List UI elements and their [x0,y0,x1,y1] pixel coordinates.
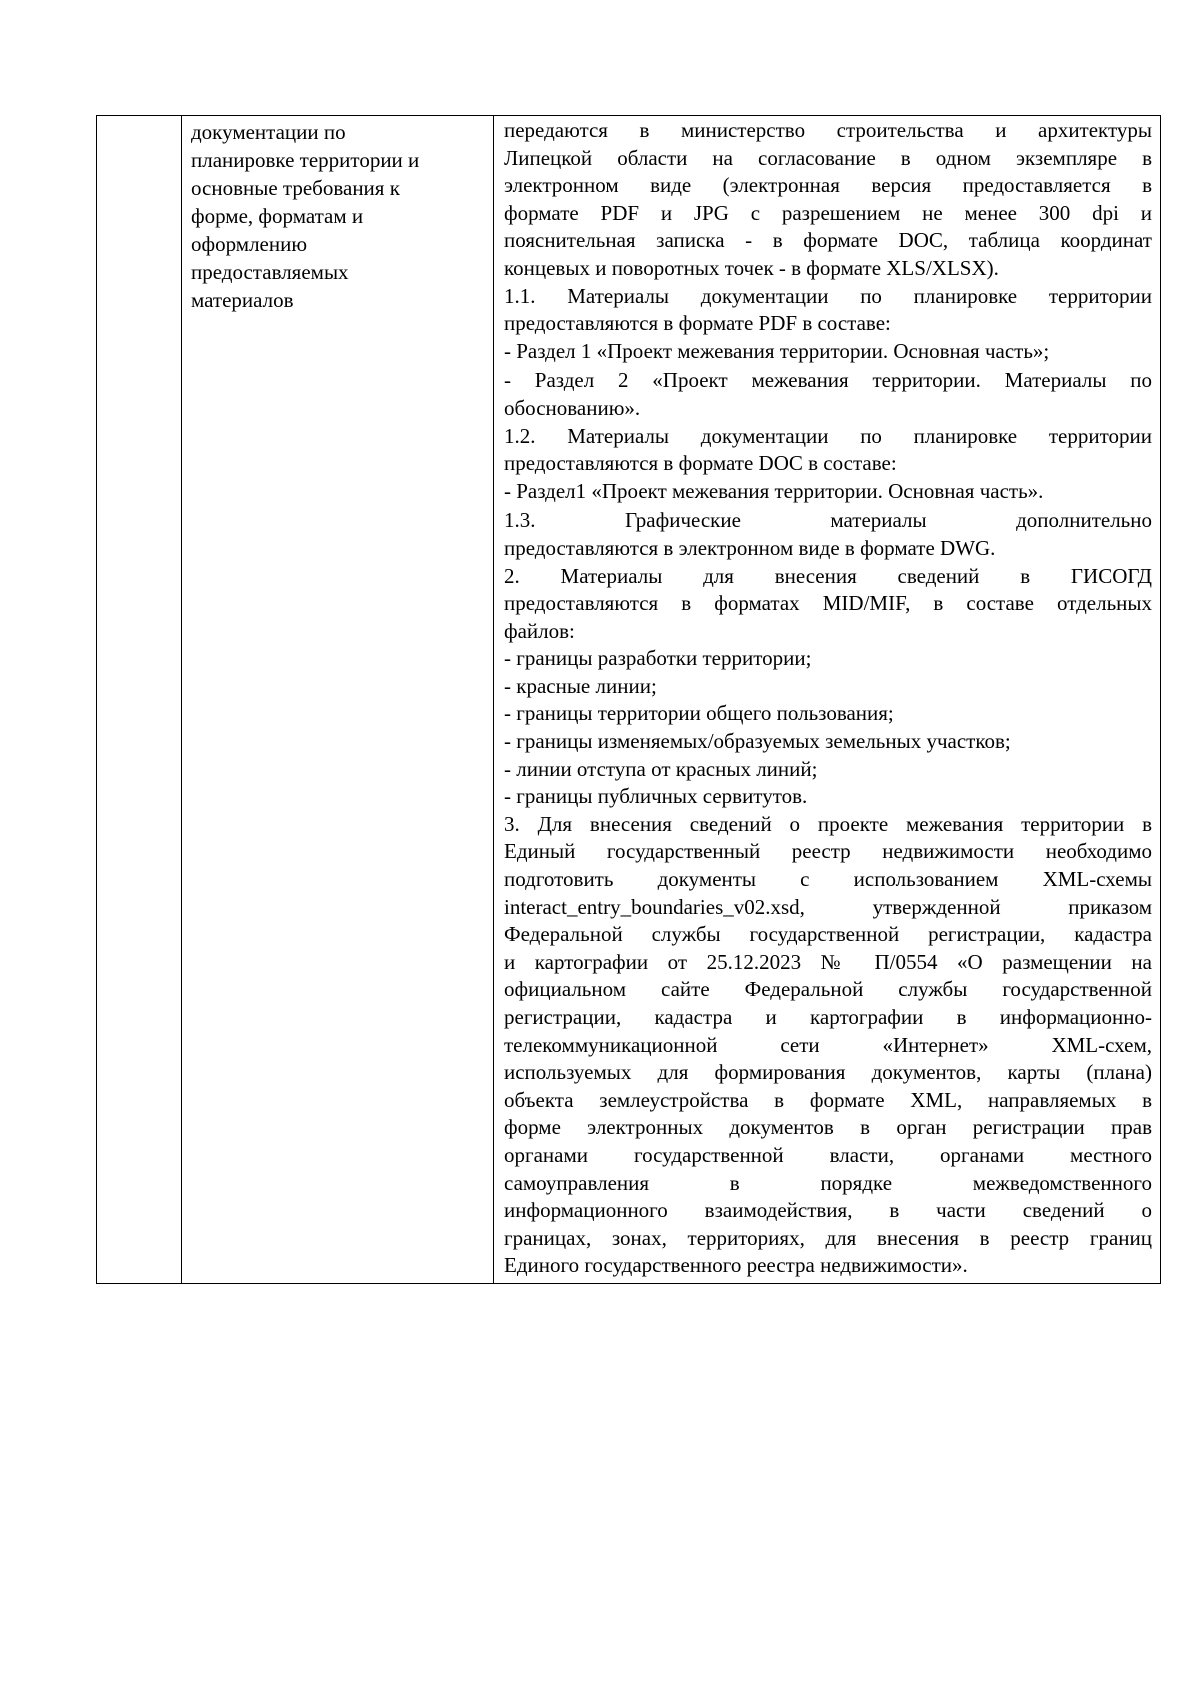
description-paragraph [504,645,1152,673]
description-paragraph [504,700,1152,728]
description-line: 1.1. Материалы документации по планировке территории [504,283,1152,308]
table-row [97,116,1161,1284]
name-line: документации по [191,120,346,144]
description-line: органами государственной власти, органами местного [504,1142,1152,1167]
requirements-table [96,115,1161,1284]
description-line: и картографии от 25.12.2023 № П/0554 «О размещении на [504,949,1152,974]
description-paragraph [504,338,1152,366]
description-line: предоставляются в электронном виде в формате DWG. [504,535,996,560]
description-line: Единый государственный реестр недвижимости необходимо [504,839,1152,864]
description-paragraph [504,756,1152,784]
description-line: концевых и поворотных точек - в формате XLS/XLSX). [504,255,999,280]
description-line: - границы разработки территории; [504,646,812,671]
name-line: основные требования к [191,176,400,200]
row-name-text [191,118,485,314]
description-line: используемых для формирования документов, карты (плана) [504,1060,1152,1085]
description-paragraph [504,811,1152,1280]
description-line: Единого государственного реестра недвижимости». [504,1253,968,1278]
row-name-cell [182,116,494,1284]
description-paragraph [504,117,1152,283]
description-line: - красные линии; [504,673,657,698]
description-paragraph [504,783,1152,811]
description-line: границах, зонах, территориях, для внесения в реестр границ [504,1225,1152,1250]
description-paragraph [504,507,1152,562]
description-line: предоставляются в форматах MID/MIF, в составе отдельных [504,591,1152,616]
row-description-cell [494,116,1161,1284]
description-line: телекоммуникационной сети «Интернет» XML-схем, [504,1032,1152,1057]
description-line: Липецкой области на согласование в одном экземпляре в [504,145,1152,170]
description-line: Федеральной службы государственной регистрации, кадастра [504,922,1152,947]
description-line: 2. Материалы для внесения сведений в ГИСОГД [504,563,1152,588]
description-line: предоставляются в формате PDF в составе: [504,311,891,336]
name-line: материалов [191,288,294,312]
description-line: регистрации, кадастра и картографии в информационно- [504,1005,1152,1029]
description-paragraph [504,283,1152,338]
description-line: - Раздел 2 «Проект межевания территории. Материалы по [504,368,1152,393]
name-line: планировке территории и [191,148,420,172]
description-line: самоуправления в порядке межведомственного [504,1170,1152,1195]
description-line: - границы изменяемых/образуемых земельных участков; [504,729,1011,754]
description-line: объекта землеустройства в формате XML, направляемых в [504,1087,1152,1112]
description-line: пояснительная записка - в формате DOC, таблица координат [504,228,1152,253]
description-line: подготовить документы с использованием XML-схемы [504,867,1152,892]
description-line: - Раздел1 «Проект межевания территории. Основная часть». [504,478,1044,503]
description-paragraph [504,423,1152,478]
description-paragraph [504,728,1152,756]
description-line: передаются в министерство строительства и архитектуры [504,118,1152,142]
description-line: предоставляются в формате DOC в составе: [504,451,897,476]
description-line: файлов: [504,618,575,643]
description-line: информационного взаимодействия, в части сведений о [504,1198,1152,1223]
description-paragraph [504,563,1152,646]
description-paragraph [504,673,1152,701]
name-line: форме, форматам и [191,204,364,228]
description-line: - границы территории общего пользования; [504,701,894,726]
description-paragraph [504,367,1152,422]
description-line: interact_entry_boundaries_v02.xsd, утвержденной приказом [504,894,1152,919]
description-line: обоснованию». [504,395,641,420]
name-line: предоставляемых [191,260,349,284]
description-line: - линии отступа от красных линий; [504,756,818,781]
row-description-text [504,117,1152,1280]
description-line: 1.3. Графические материалы дополнительно [504,508,1152,533]
name-line: оформлению [191,232,308,256]
description-line: электронном виде (электронная версия предоставляется в [504,173,1152,198]
row-number-cell [97,116,182,1284]
description-paragraph [504,478,1152,506]
description-line: 1.2. Материалы документации по планировке территории [504,423,1152,448]
description-line: - Раздел 1 «Проект межевания территории. Основная часть»; [504,338,1050,363]
description-line: форме электронных документов в орган регистрации прав [504,1115,1152,1140]
description-line: официальном сайте Федеральной службы государственной [504,977,1152,1002]
description-line: формате PDF и JPG с разрешением не менее 300 dpi и [504,200,1152,225]
description-line: 3. Для внесения сведений о проекте межевания территории в [504,811,1152,836]
description-line: - границы публичных сервитутов. [504,784,808,809]
